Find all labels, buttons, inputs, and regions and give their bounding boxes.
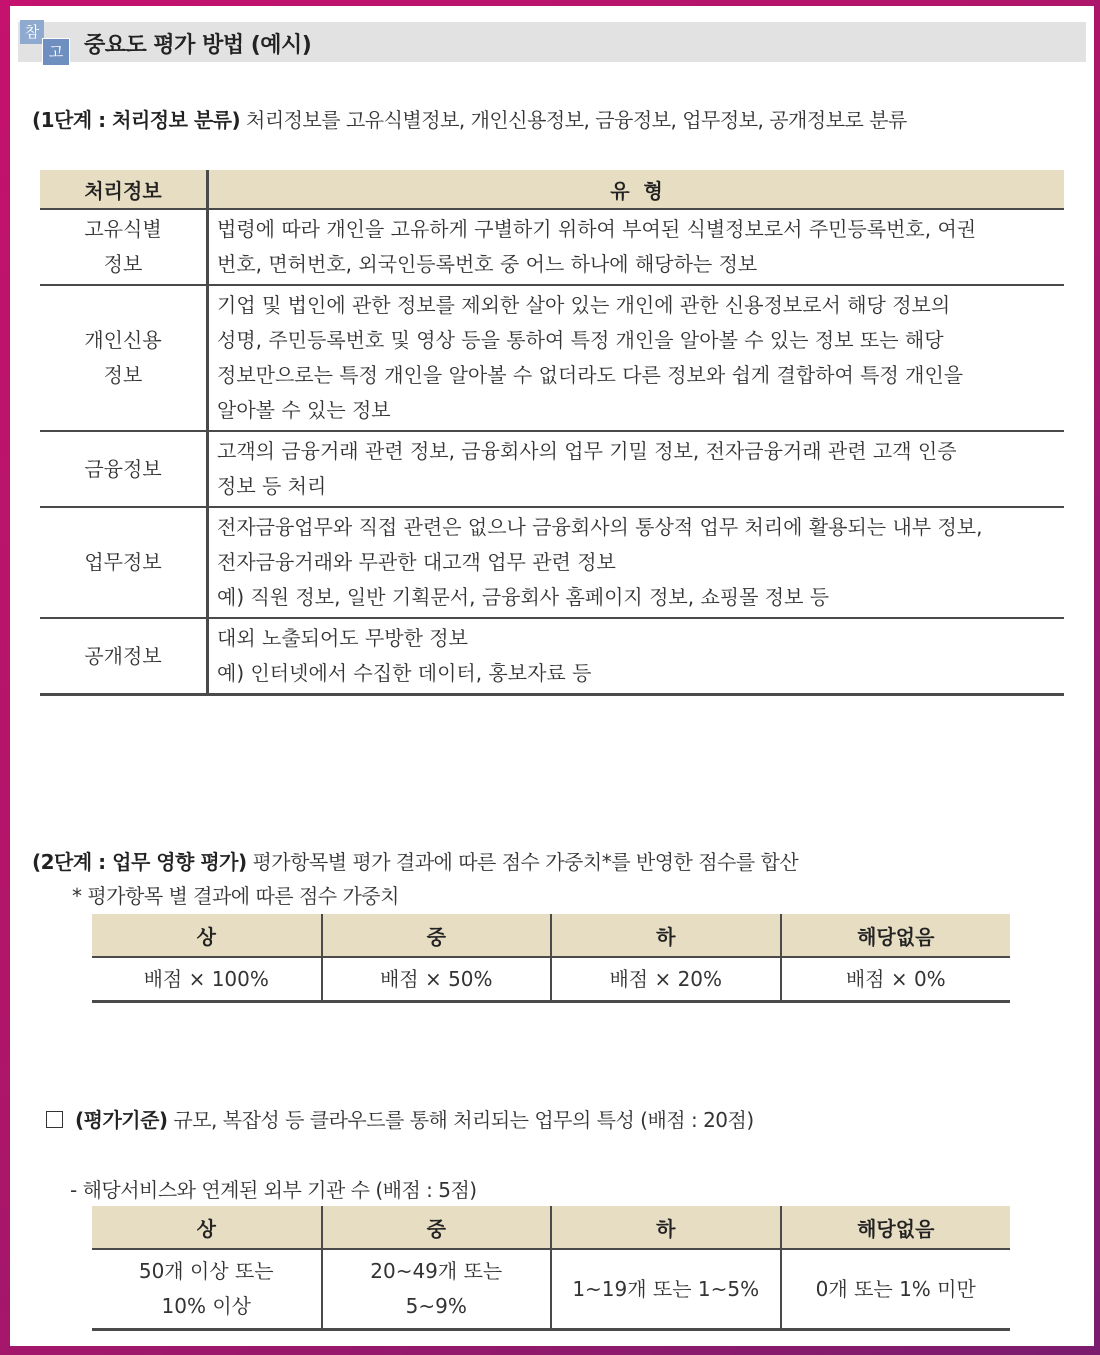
description-line: 성명, 주민등록번호 및 영상 등을 통하여 특정 개인을 알아볼 수 있는 정보 또는 해당 bbox=[217, 328, 944, 352]
description-line: 전자금융거래와 무관한 대고객 업무 관련 정보 bbox=[217, 550, 616, 574]
category-line: 정보 bbox=[103, 252, 143, 276]
table-cell-description bbox=[208, 431, 1065, 507]
weight-header-mid: 중 bbox=[322, 914, 552, 957]
step2-label: (2단계 : 업무 영향 평가) bbox=[32, 850, 247, 874]
description-line: 법령에 따라 개인을 고유하게 구별하기 위하여 부여된 식별정보로서 주민등록번호, 여권 bbox=[217, 217, 977, 241]
category-line: 금융정보 bbox=[84, 456, 162, 481]
description-line: 번호, 면허번호, 외국인등록번호 중 어느 하나에 해당하는 정보 bbox=[217, 252, 758, 276]
category-line: 업무정보 bbox=[84, 550, 162, 574]
section-title: 중요도 평가 방법 (예시) bbox=[84, 33, 312, 58]
weight-cell: 배점 × 50% bbox=[322, 957, 552, 1002]
weight-cell: 배점 × 0% bbox=[781, 957, 1011, 1002]
weight-cell: 배점 × 100% bbox=[92, 957, 322, 1002]
badge-top: 참 bbox=[20, 20, 44, 44]
reference-badge-icon bbox=[20, 20, 70, 64]
description-line: 대외 노출되어도 무방한 정보 bbox=[217, 626, 468, 650]
table-cell-category bbox=[40, 431, 208, 507]
checkbox-icon bbox=[46, 1111, 63, 1128]
step2-note: * 평가항목 별 결과에 따른 점수 가중치 bbox=[72, 884, 399, 908]
table-row bbox=[40, 209, 1064, 285]
cell-line: 20~49개 또는 bbox=[370, 1259, 503, 1283]
description-line: 전자금융업무와 직접 관련은 없으나 금융회사의 통상적 업무 처리에 활용되는 내부 정보, bbox=[217, 515, 983, 539]
table-row bbox=[40, 431, 1064, 507]
document-page bbox=[10, 6, 1094, 1346]
category-line: 정보 bbox=[103, 363, 143, 387]
step2-heading bbox=[32, 846, 798, 875]
agency-header-low: 하 bbox=[551, 1206, 781, 1249]
table-row bbox=[40, 285, 1064, 431]
badge-bottom: 고 bbox=[42, 38, 70, 66]
cell-line: 0개 또는 1% 미만 bbox=[815, 1276, 976, 1301]
table-row bbox=[92, 957, 1010, 1002]
category-line: 고유식별 bbox=[84, 217, 162, 241]
weight-cell: 배점 × 20% bbox=[551, 957, 781, 1002]
agency-cell bbox=[781, 1249, 1011, 1330]
agency-header-mid: 중 bbox=[322, 1206, 552, 1249]
table-cell-description bbox=[208, 507, 1065, 618]
table-row bbox=[40, 618, 1064, 695]
table-cell-category bbox=[40, 507, 208, 618]
agency-cell bbox=[92, 1249, 322, 1330]
cell-line: 5~9% bbox=[405, 1294, 467, 1318]
agency-header-none: 해당없음 bbox=[781, 1206, 1011, 1249]
description-line: 정보만으로는 특정 개인을 알아볼 수 없더라도 다른 정보와 쉽게 결합하여 특정 개인을 bbox=[217, 363, 964, 387]
weight-header-none: 해당없음 bbox=[781, 914, 1011, 957]
weight-header-low: 하 bbox=[551, 914, 781, 957]
weight-header-high: 상 bbox=[92, 914, 322, 957]
classification-table bbox=[40, 170, 1064, 696]
table-cell-category bbox=[40, 285, 208, 431]
category-line: 개인신용 bbox=[84, 328, 162, 352]
description-line: 기업 및 법인에 관한 정보를 제외한 살아 있는 개인에 관한 신용정보로서 해당 정보의 bbox=[217, 293, 951, 317]
agency-count-table bbox=[92, 1206, 1010, 1331]
description-line: 고객의 금융거래 관련 정보, 금융회사의 업무 기밀 정보, 전자금융거래 관련 고객 인증 bbox=[217, 439, 957, 463]
criteria-sub: - 해당서비스와 연계된 외부 기관 수 (배점 : 5점) bbox=[70, 1178, 477, 1202]
category-line: 공개정보 bbox=[84, 643, 162, 668]
description-line: 예) 인터넷에서 수집한 데이터, 홍보자료 등 bbox=[217, 661, 592, 685]
table-cell-description bbox=[208, 285, 1065, 431]
table1-header-type: 유 형 bbox=[208, 170, 1065, 209]
step1-heading bbox=[32, 104, 907, 133]
criteria-label: (평가기준) bbox=[75, 1108, 168, 1132]
table-cell-description bbox=[208, 618, 1065, 695]
step2-text: 평가항목별 평가 결과에 따른 점수 가중치*를 반영한 점수를 합산 bbox=[246, 850, 799, 874]
description-line: 알아볼 수 있는 정보 bbox=[217, 398, 391, 422]
step1-label: (1단계 : 처리정보 분류) bbox=[32, 108, 241, 132]
agency-header-high: 상 bbox=[92, 1206, 322, 1249]
table-cell-category bbox=[40, 209, 208, 285]
criteria-heading bbox=[46, 1104, 754, 1133]
step1-text: 처리정보를 고유식별정보, 개인신용정보, 금융정보, 업무정보, 공개정보로 분류 bbox=[240, 108, 907, 132]
table-row bbox=[40, 507, 1064, 618]
cell-line: 50개 이상 또는 bbox=[138, 1259, 274, 1283]
table-cell-description bbox=[208, 209, 1065, 285]
table-row bbox=[92, 1249, 1010, 1330]
cell-line: 10% 이상 bbox=[161, 1294, 251, 1318]
cell-line: 1~19개 또는 1~5% bbox=[572, 1276, 760, 1301]
weight-table bbox=[92, 914, 1010, 1003]
table1-header-category: 처리정보 bbox=[40, 170, 208, 209]
description-line: 예) 직원 정보, 일반 기획문서, 금융회사 홈페이지 정보, 쇼핑몰 정보 등 bbox=[217, 585, 830, 609]
agency-cell bbox=[551, 1249, 781, 1330]
table-cell-category bbox=[40, 618, 208, 695]
criteria-text: 규모, 복잡성 등 클라우드를 통해 처리되는 업무의 특성 (배점 : 20점) bbox=[167, 1108, 754, 1132]
description-line: 정보 등 처리 bbox=[217, 474, 327, 498]
agency-cell bbox=[322, 1249, 552, 1330]
